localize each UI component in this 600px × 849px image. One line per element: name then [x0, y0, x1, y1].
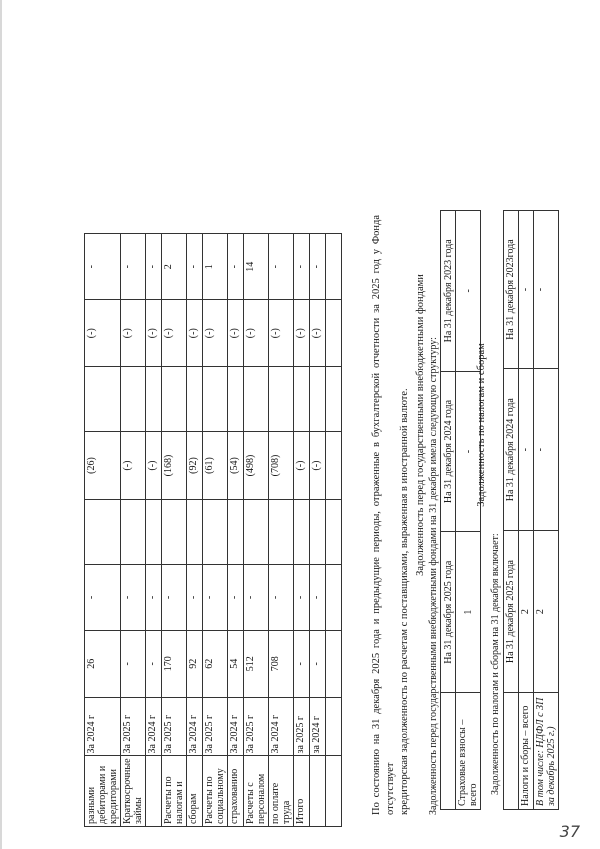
value-cell: (-): [269, 299, 294, 365]
row-label: Налоги и сборы – всего: [519, 692, 534, 809]
row-label: Расчеты с персоналом: [244, 755, 269, 826]
value-cell: 2: [162, 233, 187, 299]
value-cell: [228, 499, 244, 564]
header-cell: На 31 декабря 2023 года: [441, 210, 456, 371]
value-cell: -: [162, 564, 187, 630]
value-cell: [310, 499, 326, 564]
value-cell: 170: [162, 630, 187, 697]
value-cell: [228, 366, 244, 431]
value-cell: 512: [244, 630, 269, 697]
row-label: Итого: [294, 755, 310, 826]
value-cell: -: [228, 233, 244, 299]
value-cell: 92: [187, 630, 203, 697]
taxes-fees-table: [503, 210, 559, 810]
value-cell: -: [244, 564, 269, 630]
header-cell: [504, 692, 519, 809]
value-cell: -: [85, 564, 121, 630]
table-row: [294, 233, 310, 826]
period-cell: за 2025 г: [294, 697, 310, 756]
row-label: Расчеты по социальному: [203, 755, 228, 826]
note-line-2: кредиторская задолженность по расчетам с поставщиками, выраженная в иностранной валюте.: [399, 387, 410, 815]
row-label: Расчеты по налогам и: [162, 755, 187, 826]
value-cell: [294, 499, 310, 564]
value-cell: -: [310, 630, 326, 697]
value-cell: -: [203, 564, 228, 630]
period-cell: За 2024 г: [269, 697, 294, 756]
value-cell: [326, 366, 342, 431]
taxes-fees-intro: Задолженность по налогам и сборам на 31 декабря включает:: [490, 532, 501, 795]
value-cell: -: [228, 564, 244, 630]
value-cell: (26): [85, 431, 121, 499]
value-cell: [146, 499, 162, 564]
value-cell: (-): [294, 299, 310, 365]
value-cell: -: [121, 630, 146, 697]
value-cell: (-): [121, 431, 146, 499]
value-cell: [85, 366, 121, 431]
table-row: [121, 233, 146, 826]
extrabudgetary-funds-heading: Задолженность перед государственными внебюджетными фондами: [415, 273, 426, 576]
value-cell: (708): [269, 431, 294, 499]
value-cell: (-): [85, 299, 121, 365]
period-cell: За 2025 г: [203, 697, 228, 756]
value-cell: -: [121, 233, 146, 299]
value-cell: -: [519, 368, 534, 530]
row-label: В том числе: НДФЛ с ЗП за декабрь 2025 г.): [534, 692, 559, 809]
period-cell: За 2025 г: [244, 697, 269, 756]
note-line-1: По состоянию на 31 декабря 2025 года и предыдущие периоды, отраженные в бухгалтерской отчетности за 2025 год у Фонда отсутствует: [371, 214, 396, 815]
value-cell: (-): [121, 299, 146, 365]
table-header-row: [441, 210, 456, 809]
period-cell: За 2025 г: [121, 697, 146, 756]
value-cell: (-): [146, 431, 162, 499]
value-cell: 26: [85, 630, 121, 697]
value-cell: [85, 499, 121, 564]
value-cell: (-): [146, 299, 162, 365]
value-cell: [187, 366, 203, 431]
value-cell: -: [310, 233, 326, 299]
accounts-payable-note: [370, 215, 412, 815]
value-cell: [121, 499, 146, 564]
value-cell: [326, 233, 342, 299]
value-cell: [162, 366, 187, 431]
value-cell: (-): [203, 299, 228, 365]
value-cell: 1: [203, 233, 228, 299]
value-cell: [326, 299, 342, 365]
value-cell: [187, 499, 203, 564]
value-cell: (-): [244, 299, 269, 365]
period-cell: За 2024 г: [187, 697, 203, 756]
table-row: [203, 233, 228, 826]
table-header-row: [504, 210, 519, 809]
value-cell: (-): [162, 299, 187, 365]
row-label: разными дебиторами и кредиторами: [85, 755, 121, 826]
table-row: [162, 233, 187, 826]
row-label: [326, 755, 342, 826]
value-cell: (92): [187, 431, 203, 499]
value-cell: -: [269, 564, 294, 630]
table-row: [269, 233, 294, 826]
value-cell: [244, 366, 269, 431]
value-cell: [326, 431, 342, 499]
value-cell: [269, 366, 294, 431]
period-cell: За 2024 г: [85, 697, 121, 756]
table-row: [187, 233, 203, 826]
value-cell: [244, 499, 269, 564]
value-cell: -: [534, 210, 559, 368]
value-cell: (-): [294, 431, 310, 499]
value-cell: (-): [187, 299, 203, 365]
value-cell: -: [187, 564, 203, 630]
value-cell: -: [269, 233, 294, 299]
value-cell: -: [146, 630, 162, 697]
period-cell: За 2025 г: [162, 697, 187, 756]
header-cell: На 31 декабря 2024 года: [504, 368, 519, 530]
taxes-fees-heading: Задолженность по налогам и сборам: [476, 342, 487, 507]
value-cell: 1: [456, 531, 481, 692]
table-row: [519, 210, 534, 809]
value-cell: -: [294, 630, 310, 697]
header-cell: На 31 декабря 2025 года: [441, 531, 456, 692]
value-cell: -: [146, 233, 162, 299]
table-row: [244, 233, 269, 826]
value-cell: -: [310, 564, 326, 630]
value-cell: [162, 499, 187, 564]
period-cell: за 2024 г: [310, 697, 326, 756]
row-label: страхованию: [228, 755, 244, 826]
table-row: [534, 210, 559, 809]
value-cell: 14: [244, 233, 269, 299]
row-label: [146, 755, 162, 826]
value-cell: 62: [203, 630, 228, 697]
row-label: сборам: [187, 755, 203, 826]
extrabudgetary-funds-intro: Задолженность перед государственными внебюджетными фондами на 31 декабря имела следующую структуру:: [428, 336, 439, 815]
value-cell: (-): [310, 431, 326, 499]
value-cell: 54: [228, 630, 244, 697]
value-cell: -: [85, 233, 121, 299]
row-label: Страховые взносы – всего: [456, 692, 481, 809]
value-cell: -: [534, 368, 559, 530]
table-row: [228, 233, 244, 826]
row-label: по оплате труда: [269, 755, 294, 826]
value-cell: [269, 499, 294, 564]
value-cell: -: [294, 564, 310, 630]
value-cell: [146, 366, 162, 431]
value-cell: (54): [228, 431, 244, 499]
value-cell: (-): [228, 299, 244, 365]
table-row: [310, 233, 326, 826]
value-cell: [326, 564, 342, 630]
row-label: Краткосрочные займы: [121, 755, 146, 826]
value-cell: -: [519, 210, 534, 368]
row-label: [310, 755, 326, 826]
header-cell: На 31 декабря 2023года: [504, 210, 519, 368]
table-row: [326, 233, 342, 826]
value-cell: -: [456, 210, 481, 371]
period-cell: За 2024 г: [146, 697, 162, 756]
value-cell: -: [146, 564, 162, 630]
extrabudgetary-funds-table: [440, 210, 481, 810]
value-cell: 2: [534, 530, 559, 692]
value-cell: 2: [519, 530, 534, 692]
value-cell: [203, 366, 228, 431]
accounts-payable-table: [84, 233, 342, 827]
header-cell: На 31 декабря 2024 года: [441, 371, 456, 532]
value-cell: (168): [162, 431, 187, 499]
table-row: [85, 233, 121, 826]
value-cell: -: [456, 371, 481, 532]
page-number: 37: [559, 822, 580, 841]
value-cell: 708: [269, 630, 294, 697]
value-cell: [121, 366, 146, 431]
value-cell: [326, 499, 342, 564]
value-cell: [326, 630, 342, 697]
value-cell: -: [121, 564, 146, 630]
table-row: [146, 233, 162, 826]
header-cell: [441, 692, 456, 809]
header-cell: На 31 декабря 2025 года: [504, 530, 519, 692]
value-cell: (-): [310, 299, 326, 365]
value-cell: (498): [244, 431, 269, 499]
period-cell: [326, 697, 342, 756]
value-cell: [310, 366, 326, 431]
period-cell: За 2024 г: [228, 697, 244, 756]
value-cell: -: [187, 233, 203, 299]
value-cell: (61): [203, 431, 228, 499]
value-cell: [203, 499, 228, 564]
value-cell: -: [294, 233, 310, 299]
value-cell: [294, 366, 310, 431]
rotated-page-content: [30, 15, 570, 835]
